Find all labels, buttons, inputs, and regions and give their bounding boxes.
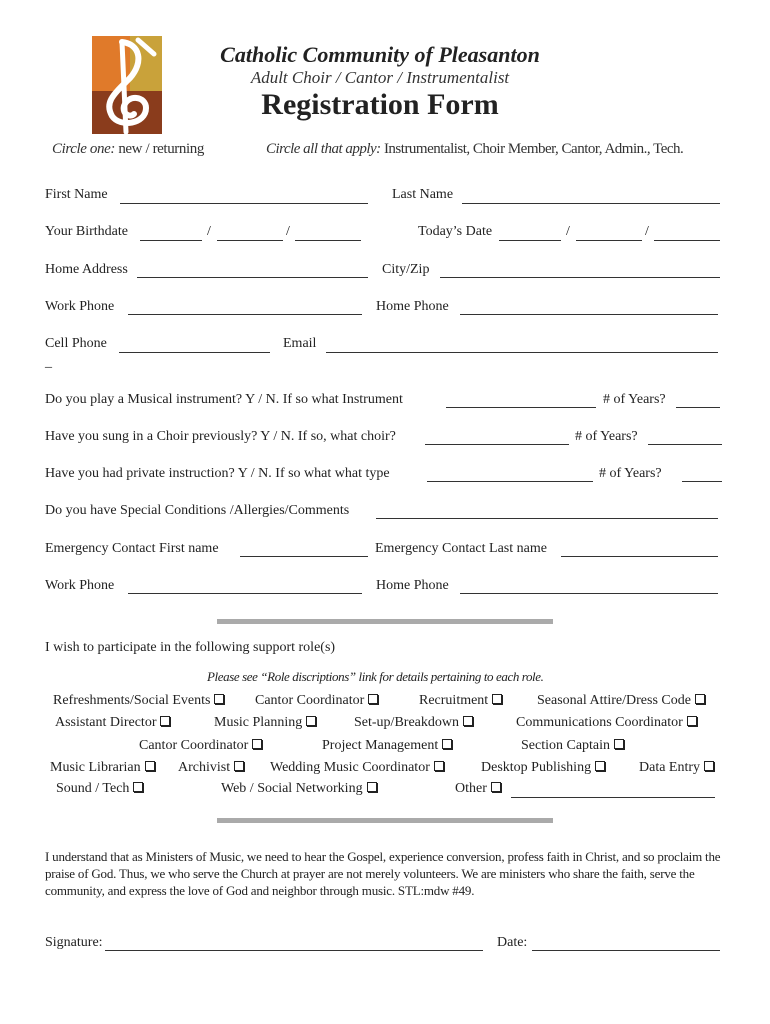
today-month-field[interactable] [499, 240, 561, 241]
ministry-statement: I understand that as Ministers of Music, we need to hear the Gospel, experience conversion, profess faith in Christ, and so proclaim the praise of God. Thus, we who serve the Church at prayer are not merely volunteers. We are ministers who share the faith, serve the community, and express the love of God and neighbor through music. STL:mdw #49. [45, 849, 721, 898]
checkbox-icon[interactable] [595, 761, 605, 771]
work-phone-field[interactable] [128, 314, 362, 315]
checkbox-icon[interactable] [687, 716, 697, 726]
last-name-field[interactable] [462, 203, 720, 204]
instrument-field[interactable] [446, 407, 596, 408]
cell-phone-field[interactable] [119, 352, 270, 353]
checkbox-icon[interactable] [252, 739, 262, 749]
work-phone-label: Work Phone [45, 299, 115, 314]
role-cantor-coordinator-2[interactable]: Cantor Coordinator [139, 738, 262, 754]
role-refreshments[interactable]: Refreshments/Social Events [53, 693, 224, 709]
support-note: Please see “Role discriptions” link for details pertaining to each role. [207, 669, 544, 684]
first-name-label: First Name [45, 187, 108, 202]
email-field[interactable] [326, 352, 718, 353]
role-seasonal-attire[interactable]: Seasonal Attire/Dress Code [537, 693, 705, 709]
slash: / [207, 224, 211, 239]
checkbox-icon[interactable] [492, 694, 502, 704]
circle-one [52, 141, 204, 158]
choir-field[interactable] [425, 444, 569, 445]
emergency-home-phone-field[interactable] [460, 593, 718, 594]
role-data-entry[interactable]: Data Entry [639, 760, 714, 776]
private-years-label: # of Years? [599, 466, 662, 481]
home-phone-label: Home Phone [376, 299, 449, 314]
todays-date-label: Today’s Date [418, 224, 493, 239]
private-years-field[interactable] [682, 481, 722, 482]
slash: / [286, 224, 290, 239]
last-name-label: Last Name [392, 187, 454, 202]
role-communications[interactable]: Communications Coordinator [516, 715, 697, 731]
checkbox-icon[interactable] [234, 761, 244, 771]
emergency-first-field[interactable] [240, 556, 368, 557]
date-field[interactable] [532, 950, 720, 951]
emergency-last-label: Emergency Contact Last name [375, 541, 547, 556]
cell-phone-label: Cell Phone [45, 336, 107, 351]
today-day-field[interactable] [576, 240, 642, 241]
checkbox-icon[interactable] [368, 694, 378, 704]
choir-question: Have you sung in a Choir previously? Y / N. If so, what choir? [45, 429, 396, 444]
date-label: Date: [497, 935, 528, 950]
role-section-captain[interactable]: Section Captain [521, 738, 624, 754]
divider-bar [217, 619, 553, 624]
role-setup-breakdown[interactable]: Set-up/Breakdown [354, 715, 473, 731]
circle-one-options[interactable]: new / returning [118, 141, 204, 157]
role-archivist[interactable]: Archivist [178, 760, 244, 776]
emergency-home-phone-label: Home Phone [376, 578, 449, 593]
choir-years-label: # of Years? [575, 429, 638, 444]
role-music-planning[interactable]: Music Planning [214, 715, 316, 731]
instrument-years-label: # of Years? [603, 392, 666, 407]
checkbox-icon[interactable] [695, 694, 705, 704]
instrument-years-field[interactable] [676, 407, 720, 408]
checkbox-icon[interactable] [704, 761, 714, 771]
home-address-label: Home Address [45, 262, 128, 277]
emergency-work-phone-field[interactable] [128, 593, 362, 594]
emergency-first-label: Emergency Contact First name [45, 541, 219, 556]
slash: / [566, 224, 570, 239]
role-wedding-music[interactable]: Wedding Music Coordinator [270, 760, 444, 776]
conditions-question: Do you have Special Conditions /Allergies/Comments [45, 503, 350, 518]
stray-underscore: _ [45, 355, 52, 370]
slash: / [645, 224, 649, 239]
email-label: Email [283, 336, 317, 351]
emergency-last-field[interactable] [561, 556, 718, 557]
city-zip-label: City/Zip [382, 262, 430, 277]
instrument-question: Do you play a Musical instrument? Y / N. If so what Instrument [45, 392, 403, 407]
emergency-work-phone-label: Work Phone [45, 578, 115, 593]
city-zip-field[interactable] [440, 277, 720, 278]
private-field[interactable] [427, 481, 593, 482]
first-name-field[interactable] [120, 203, 368, 204]
birth-year-field[interactable] [295, 240, 361, 241]
other-role-field[interactable] [511, 797, 715, 798]
role-recruitment[interactable]: Recruitment [419, 693, 502, 709]
role-sound-tech[interactable]: Sound / Tech [56, 781, 143, 797]
checkbox-icon[interactable] [614, 739, 624, 749]
choir-years-field[interactable] [648, 444, 722, 445]
checkbox-icon[interactable] [214, 694, 224, 704]
home-address-field[interactable] [137, 277, 368, 278]
circle-one-prefix: Circle one: [52, 141, 115, 157]
role-desktop-publishing[interactable]: Desktop Publishing [481, 760, 605, 776]
role-cantor-coordinator[interactable]: Cantor Coordinator [255, 693, 378, 709]
signature-field[interactable] [105, 950, 483, 951]
checkbox-icon[interactable] [434, 761, 444, 771]
birth-day-field[interactable] [217, 240, 283, 241]
circle-all [266, 141, 683, 158]
checkbox-icon[interactable] [491, 782, 501, 792]
checkbox-icon[interactable] [145, 761, 155, 771]
circle-all-options[interactable]: Instrumentalist, Choir Member, Cantor, Admin., Tech. [383, 141, 684, 157]
today-year-field[interactable] [654, 240, 720, 241]
checkbox-icon[interactable] [133, 782, 143, 792]
checkbox-icon[interactable] [442, 739, 452, 749]
treble-clef-logo [92, 36, 162, 134]
signature-label: Signature: [45, 935, 103, 950]
divider-bar [217, 818, 553, 823]
checkbox-icon[interactable] [367, 782, 377, 792]
birthdate-label: Your Birthdate [45, 224, 128, 239]
private-question: Have you had private instruction? Y / N. If so what what type [45, 466, 390, 481]
birth-month-field[interactable] [140, 240, 202, 241]
role-assistant-director[interactable]: Assistant Director [55, 715, 170, 731]
checkbox-icon[interactable] [160, 716, 170, 726]
role-project-management[interactable]: Project Management [322, 738, 452, 754]
checkbox-icon[interactable] [306, 716, 316, 726]
role-web-social[interactable]: Web / Social Networking [221, 781, 377, 797]
checkbox-icon[interactable] [463, 716, 473, 726]
role-other[interactable]: Other [455, 781, 501, 797]
conditions-field[interactable] [376, 518, 718, 519]
support-intro: I wish to participate in the following support role(s) [45, 640, 336, 655]
home-phone-field[interactable] [460, 314, 718, 315]
role-music-librarian[interactable]: Music Librarian [50, 760, 155, 776]
circle-all-prefix: Circle all that apply: [266, 141, 381, 157]
